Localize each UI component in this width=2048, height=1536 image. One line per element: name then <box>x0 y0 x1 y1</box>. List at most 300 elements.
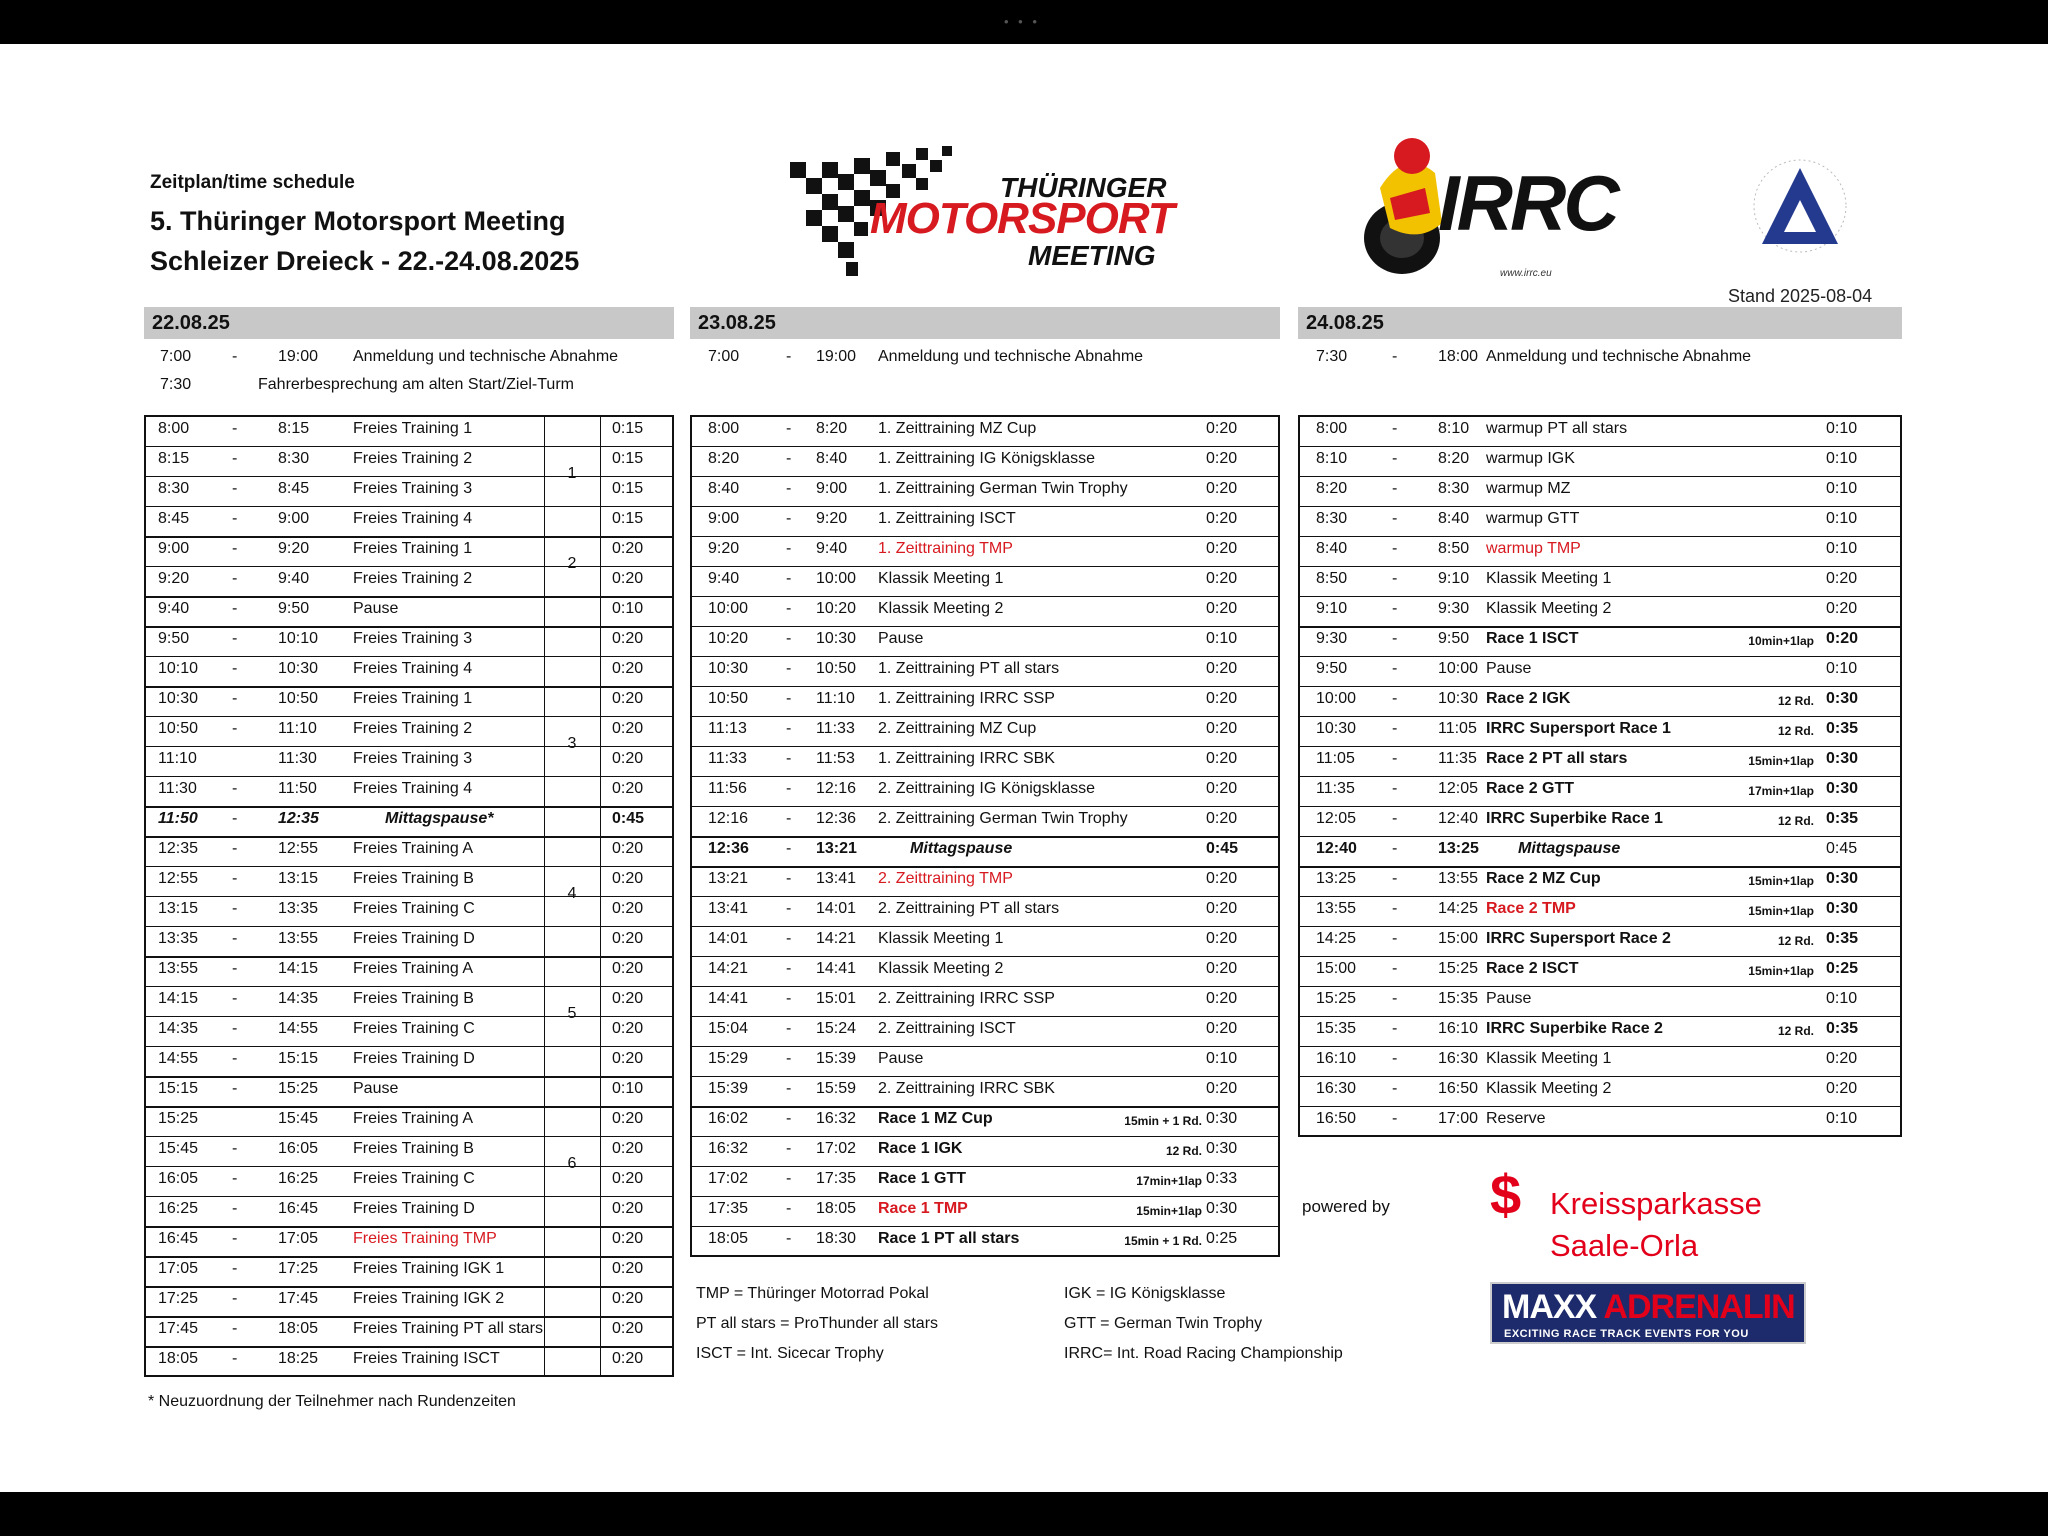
session-title: Race 2 TMP <box>1486 900 1576 917</box>
session-title: 1. Zeittraining TMP <box>878 540 1013 557</box>
session-note: 12 Rd. <box>1777 724 1814 738</box>
session-title: Freies Training C <box>353 1170 475 1187</box>
time-from: 10:50 <box>708 690 749 707</box>
time-from: 9:00 <box>158 540 190 557</box>
time-from: 13:35 <box>158 930 199 947</box>
session-duration: 0:20 <box>612 1290 644 1307</box>
session-title: Race 2 PT all stars <box>1486 750 1628 767</box>
session-duration: 0:25 <box>1826 960 1859 977</box>
time-from: 8:40 <box>708 480 740 497</box>
time-from: 18:05 <box>708 1230 749 1247</box>
day3-table-row <box>0 445 2048 475</box>
pre-title: Fahrerbesprechung am alten Start/Ziel-Turm <box>258 376 574 393</box>
time-from: 12:36 <box>708 840 749 857</box>
day2-date-bar <box>690 307 1280 339</box>
time-dash: - <box>786 990 792 1007</box>
time-from: 10:20 <box>708 630 749 647</box>
time-from: 12:35 <box>158 840 199 857</box>
day3-date-bar <box>1298 307 1902 339</box>
time-from: 8:30 <box>158 480 190 497</box>
time-to: 10:20 <box>816 600 857 617</box>
session-duration: 0:10 <box>1826 990 1858 1007</box>
time-dash: - <box>1392 660 1398 677</box>
time-dash: - <box>786 960 792 977</box>
time-from: 11:35 <box>1316 780 1355 797</box>
session-duration: 0:20 <box>1206 690 1238 707</box>
time-from: 9:20 <box>158 570 190 587</box>
session-duration: 0:20 <box>612 1350 644 1367</box>
day3-table-row <box>0 1015 2048 1045</box>
time-to: 9:40 <box>816 540 848 557</box>
time-from: 10:50 <box>158 720 199 737</box>
time-to: 10:00 <box>816 570 857 587</box>
time-dash: - <box>232 1320 238 1337</box>
time-from: 8:00 <box>708 420 740 437</box>
day3-table-row <box>0 985 2048 1015</box>
time-from: 14:25 <box>1316 930 1357 947</box>
time-dash: - <box>232 810 238 827</box>
maxx-adrenalin-wordmark <box>1502 1288 1795 1327</box>
time-to: 11:33 <box>816 720 855 737</box>
pre-time-from: 7:00 <box>708 348 740 365</box>
session-title: Race 1 IGK <box>878 1140 963 1157</box>
session-title: Freies Training A <box>353 840 474 857</box>
time-to: 13:35 <box>278 900 319 917</box>
time-from: 13:55 <box>1316 900 1357 917</box>
day3-table-row <box>0 565 2048 595</box>
legend-item: GTT = German Twin Trophy <box>1064 1315 1263 1332</box>
time-to: 12:40 <box>1438 810 1479 827</box>
time-dash: - <box>1392 1050 1398 1067</box>
time-dash: - <box>232 630 238 647</box>
session-duration: 0:20 <box>612 1230 644 1247</box>
session-duration: 0:15 <box>612 420 644 437</box>
time-dash: - <box>786 930 792 947</box>
time-dash: - <box>232 720 238 737</box>
legend-item: ISCT = Int. Sicecar Trophy <box>696 1345 884 1362</box>
session-title: warmup MZ <box>1486 480 1571 497</box>
time-dash: - <box>232 990 238 1007</box>
tmm-logo-line1: THÜRINGER <box>1000 172 1167 203</box>
session-duration: 0:20 <box>612 1050 644 1067</box>
session-duration: 0:20 <box>612 540 644 557</box>
time-dash: - <box>786 570 792 587</box>
session-duration: 0:20 <box>1206 420 1238 437</box>
time-from: 9:10 <box>1316 600 1348 617</box>
day3-table-row <box>0 1045 2048 1075</box>
time-from: 15:39 <box>708 1080 749 1097</box>
session-duration: 0:20 <box>612 1110 644 1127</box>
day3-table-row <box>0 835 2048 865</box>
day3-table-row <box>0 475 2048 505</box>
session-title: Mittagspause* <box>385 810 494 827</box>
time-dash: - <box>232 870 238 887</box>
session-title: warmup TMP <box>1486 540 1581 557</box>
time-dash: - <box>1392 450 1398 467</box>
session-duration: 0:20 <box>1206 990 1238 1007</box>
session-note: 15min + 1 Rd. <box>1124 1114 1202 1128</box>
time-from: 15:04 <box>708 1020 749 1037</box>
time-dash: - <box>786 1230 792 1247</box>
irrc-logo <box>1350 128 1617 288</box>
time-to: 17:05 <box>278 1230 319 1247</box>
day1-date: 22.08.25 <box>152 312 230 334</box>
time-to: 14:55 <box>278 1020 319 1037</box>
time-to: 17:45 <box>278 1290 319 1307</box>
time-to: 8:45 <box>278 480 310 497</box>
time-to: 13:41 <box>816 870 857 887</box>
time-dash: - <box>786 810 792 827</box>
time-dash: - <box>1392 1110 1398 1127</box>
time-dash: - <box>786 1170 792 1187</box>
pre-title: Anmeldung und technische Abnahme <box>878 348 1144 365</box>
session-title: Freies Training 2 <box>353 720 473 737</box>
time-to: 16:10 <box>1438 1020 1479 1037</box>
time-dash: - <box>1392 1020 1398 1037</box>
session-title: 1. Zeittraining IRRC SBK <box>878 750 1055 767</box>
time-to: 16:05 <box>278 1140 319 1157</box>
window-dots-icon[interactable]: • • • <box>1004 14 1040 29</box>
session-title: Freies Training C <box>353 900 475 917</box>
time-dash: - <box>232 1140 238 1157</box>
tmm-logo-line3: MEETING <box>1028 240 1156 271</box>
time-dash: - <box>786 420 792 437</box>
time-dash: - <box>232 1260 238 1277</box>
time-to: 11:10 <box>278 720 317 737</box>
day3-table-row <box>0 595 2048 625</box>
time-to: 17:35 <box>816 1170 857 1187</box>
session-title: Freies Training A <box>353 960 474 977</box>
time-to: 16:50 <box>1438 1080 1479 1097</box>
time-from: 9:40 <box>158 600 190 617</box>
session-duration: 0:30 <box>1826 780 1859 797</box>
session-duration: 0:35 <box>1826 1020 1859 1037</box>
time-dash: - <box>232 570 238 587</box>
time-dash: - <box>232 780 238 797</box>
time-to: 8:50 <box>1438 540 1470 557</box>
time-from: 10:00 <box>708 600 749 617</box>
session-title: Freies Training ISCT <box>353 1350 500 1367</box>
time-to: 10:50 <box>278 690 319 707</box>
session-title: Freies Training 1 <box>353 420 473 437</box>
session-title: Pause <box>1486 990 1532 1007</box>
time-to: 13:25 <box>1438 840 1479 857</box>
session-title: Race 1 MZ Cup <box>878 1110 993 1127</box>
session-title: Pause <box>878 630 924 647</box>
time-to: 14:35 <box>278 990 319 1007</box>
session-duration: 0:20 <box>1826 570 1858 587</box>
session-duration: 0:15 <box>612 510 644 527</box>
session-duration: 0:20 <box>1826 600 1858 617</box>
time-to: 8:30 <box>1438 480 1470 497</box>
time-from: 13:15 <box>158 900 199 917</box>
time-dash: - <box>1392 480 1398 497</box>
session-note: 15min+1lap <box>1748 964 1814 978</box>
session-duration: 0:10 <box>1826 1110 1858 1127</box>
session-duration: 0:10 <box>1826 420 1858 437</box>
session-title: Freies Training IGK 2 <box>353 1290 505 1307</box>
session-duration: 0:30 <box>1206 1200 1238 1217</box>
day3-table-row <box>0 535 2048 565</box>
time-from: 9:20 <box>708 540 740 557</box>
time-from: 11:33 <box>708 750 747 767</box>
kreissparkasse-name-line1: Kreissparkasse <box>1550 1186 1762 1221</box>
time-to: 17:02 <box>816 1140 857 1157</box>
pre-time-to: 19:00 <box>816 348 857 365</box>
time-from: 15:45 <box>158 1140 199 1157</box>
time-dash: - <box>1392 990 1398 1007</box>
time-to: 15:45 <box>278 1110 319 1127</box>
time-from: 9:00 <box>708 510 740 527</box>
session-title: Freies Training 1 <box>353 540 473 557</box>
time-dash: - <box>1392 840 1398 857</box>
day2-table-row <box>0 1135 2048 1165</box>
time-from: 15:00 <box>1316 960 1357 977</box>
stand-date: Stand 2025-08-04 <box>1728 286 1873 306</box>
session-duration: 0:20 <box>1206 540 1238 557</box>
time-to: 9:00 <box>278 510 310 527</box>
time-dash: - <box>1392 630 1398 647</box>
pre-time-to: 18:00 <box>1438 348 1479 365</box>
session-duration: 0:25 <box>1206 1230 1238 1247</box>
time-from: 16:30 <box>1316 1080 1357 1097</box>
time-from: 12:05 <box>1316 810 1357 827</box>
time-from: 8:00 <box>158 420 190 437</box>
time-dash: - <box>786 750 792 767</box>
time-dash: - <box>786 540 792 557</box>
day3-table-row <box>0 895 2048 925</box>
session-title: Pause <box>1486 660 1532 677</box>
session-title: Freies Training 2 <box>353 450 473 467</box>
session-note: 10min+1lap <box>1748 634 1814 648</box>
session-title: 2. Zeittraining PT all stars <box>878 900 1060 917</box>
time-dash: - <box>1392 690 1398 707</box>
legend-item: TMP = Thüringer Motorrad Pokal <box>696 1285 929 1302</box>
pre-time-from: 7:00 <box>160 348 192 365</box>
time-dash: - <box>786 450 792 467</box>
session-duration: 0:20 <box>612 690 644 707</box>
session-title: 2. Zeittraining German Twin Trophy <box>878 810 1128 827</box>
session-duration: 0:10 <box>612 1080 644 1097</box>
time-dash: - <box>786 1050 792 1067</box>
day3-table-row <box>0 775 2048 805</box>
time-dash: - <box>232 450 238 467</box>
irrc-logo-text: IRRC <box>1438 159 1617 247</box>
time-dash: - <box>232 510 238 527</box>
adrenalin-word: ADRENALIN <box>1603 1288 1795 1326</box>
session-title: 1. Zeittraining PT all stars <box>878 660 1060 677</box>
session-duration: 0:20 <box>1206 660 1238 677</box>
time-to: 13:55 <box>278 930 319 947</box>
session-title: 2. Zeittraining IRRC SSP <box>878 990 1055 1007</box>
time-dash: - <box>786 1020 792 1037</box>
time-dash: - <box>786 660 792 677</box>
time-from: 8:10 <box>1316 450 1348 467</box>
session-duration: 0:20 <box>1206 600 1238 617</box>
time-from: 8:15 <box>158 450 190 467</box>
practice-group-number: 2 <box>567 555 577 572</box>
time-dash: - <box>232 1290 238 1307</box>
day3-date: 24.08.25 <box>1306 312 1384 334</box>
time-from: 8:30 <box>1316 510 1348 527</box>
time-dash: - <box>786 1110 792 1127</box>
time-from: 15:29 <box>708 1050 749 1067</box>
pre-time-to: 19:00 <box>278 348 319 365</box>
time-dash: - <box>1392 780 1398 797</box>
session-title: Race 2 ISCT <box>1486 960 1579 977</box>
session-duration: 0:10 <box>1826 510 1858 527</box>
day1-date-bar <box>144 307 674 339</box>
time-dash: - <box>232 600 238 617</box>
time-from: 8:50 <box>1316 570 1348 587</box>
time-dash: - <box>786 510 792 527</box>
day3-table-row <box>0 955 2048 985</box>
session-note: 12 Rd. <box>1777 694 1814 708</box>
pre-time-from: 7:30 <box>160 376 192 393</box>
time-to: 12:05 <box>1438 780 1479 797</box>
session-note: 12 Rd. <box>1777 1024 1814 1038</box>
pre-title: Anmeldung und technische Abnahme <box>1486 348 1752 365</box>
time-dash: - <box>786 900 792 917</box>
session-title: Freies Training C <box>353 1020 475 1037</box>
session-title: 1. Zeittraining IRRC SSP <box>878 690 1055 707</box>
time-to: 16:25 <box>278 1170 319 1187</box>
legend-item: IRRC= Int. Road Racing Championship <box>1064 1345 1343 1362</box>
session-duration: 0:35 <box>1826 930 1859 947</box>
session-title: Freies Training D <box>353 1050 475 1067</box>
time-dash: - <box>232 1080 238 1097</box>
time-dash: - <box>1392 420 1398 437</box>
time-dash: - <box>232 480 238 497</box>
time-to: 8:40 <box>1438 510 1470 527</box>
session-duration: 0:20 <box>612 1320 644 1337</box>
time-from: 13:25 <box>1316 870 1357 887</box>
session-duration: 0:30 <box>1206 1110 1238 1127</box>
day3-table-row <box>0 415 2048 445</box>
session-duration: 0:20 <box>1206 960 1238 977</box>
maxx-adrenalin-logo <box>1490 1282 1806 1344</box>
time-to: 9:30 <box>1438 600 1470 617</box>
time-from: 18:05 <box>158 1350 199 1367</box>
session-duration: 0:20 <box>1206 780 1238 797</box>
session-title: 2. Zeittraining IG Königsklasse <box>878 780 1095 797</box>
time-to: 17:25 <box>278 1260 319 1277</box>
session-duration: 0:33 <box>1206 1170 1238 1187</box>
session-title: 1. Zeittraining German Twin Trophy <box>878 480 1128 497</box>
session-title: Klassik Meeting 2 <box>1486 600 1612 617</box>
time-to: 12:36 <box>816 810 857 827</box>
session-duration: 0:10 <box>1206 1050 1238 1067</box>
time-dash: - <box>786 630 792 647</box>
session-duration: 0:20 <box>612 1200 644 1217</box>
session-title: 2. Zeittraining TMP <box>878 870 1013 887</box>
irrc-logo-url: www.irrc.eu <box>1500 268 1552 279</box>
time-from: 16:05 <box>158 1170 199 1187</box>
time-dash: - <box>232 960 238 977</box>
window-top-bar <box>0 0 2048 44</box>
time-from: 16:02 <box>708 1110 749 1127</box>
session-title: 1. Zeittraining ISCT <box>878 510 1016 527</box>
time-to: 14:15 <box>278 960 319 977</box>
time-to: 14:41 <box>816 960 857 977</box>
session-duration: 0:20 <box>1826 1050 1858 1067</box>
session-duration: 0:10 <box>1826 660 1858 677</box>
session-title: Race 2 MZ Cup <box>1486 870 1601 887</box>
session-title: Klassik Meeting 2 <box>878 960 1004 977</box>
time-dash: - <box>1392 750 1398 767</box>
time-to: 11:30 <box>278 750 317 767</box>
session-duration: 0:20 <box>612 660 644 677</box>
session-title: Freies Training B <box>353 990 474 1007</box>
session-title: IRRC Superbike Race 2 <box>1486 1020 1663 1037</box>
time-from: 11:50 <box>158 810 198 827</box>
time-dash: - <box>232 840 238 857</box>
time-to: 10:30 <box>816 630 857 647</box>
session-title: Klassik Meeting 1 <box>878 570 1004 587</box>
time-to: 8:20 <box>816 420 848 437</box>
day3-table-row <box>0 745 2048 775</box>
session-duration: 0:20 <box>612 840 644 857</box>
session-title: warmup IGK <box>1486 450 1575 467</box>
time-from: 8:40 <box>1316 540 1348 557</box>
time-dash: - <box>1392 540 1398 557</box>
time-dash: - <box>1392 930 1398 947</box>
time-from: 15:35 <box>1316 1020 1357 1037</box>
session-duration: 0:20 <box>612 1020 644 1037</box>
session-title: Freies Training IGK 1 <box>353 1260 505 1277</box>
time-to: 8:15 <box>278 420 310 437</box>
time-from: 11:13 <box>708 720 747 737</box>
time-dash: - <box>786 840 792 857</box>
day3-table-row <box>0 685 2048 715</box>
session-title: 1. Zeittraining MZ Cup <box>878 420 1037 437</box>
session-note: 12 Rd. <box>1777 934 1814 948</box>
session-title: 1. Zeittraining IG Königsklasse <box>878 450 1095 467</box>
time-to: 18:05 <box>278 1320 319 1337</box>
time-to: 10:30 <box>1438 690 1479 707</box>
time-to: 9:00 <box>816 480 848 497</box>
session-title: Freies Training B <box>353 1140 474 1157</box>
session-title: Race 1 PT all stars <box>878 1230 1020 1247</box>
kreissparkasse-name-line2: Saale-Orla <box>1550 1228 1699 1263</box>
practice-group-number: 6 <box>567 1155 577 1172</box>
session-duration: 0:35 <box>1826 720 1859 737</box>
session-duration: 0:20 <box>612 960 644 977</box>
time-dash: - <box>1392 510 1398 527</box>
session-duration: 0:20 <box>1206 510 1238 527</box>
time-from: 15:25 <box>1316 990 1357 1007</box>
time-dash: - <box>232 900 238 917</box>
time-from: 12:55 <box>158 870 199 887</box>
session-duration: 0:30 <box>1206 1140 1238 1157</box>
window-bottom-bar <box>0 1492 2048 1536</box>
time-to: 11:10 <box>816 690 855 707</box>
time-to: 10:10 <box>278 630 319 647</box>
sparkasse-s-icon: $ <box>1490 1163 1522 1226</box>
session-title: Freies Training 3 <box>353 480 473 497</box>
time-to: 13:55 <box>1438 870 1479 887</box>
session-title: Freies Training 3 <box>353 750 473 767</box>
time-dash: - <box>1392 600 1398 617</box>
time-from: 17:45 <box>158 1320 199 1337</box>
time-to: 18:30 <box>816 1230 857 1247</box>
session-title: Freies Training 4 <box>353 660 473 677</box>
session-duration: 0:20 <box>612 750 644 767</box>
session-duration: 0:30 <box>1826 750 1859 767</box>
session-title: Freies Training A <box>353 1110 474 1127</box>
time-dash: - <box>232 660 238 677</box>
time-to: 12:55 <box>278 840 319 857</box>
